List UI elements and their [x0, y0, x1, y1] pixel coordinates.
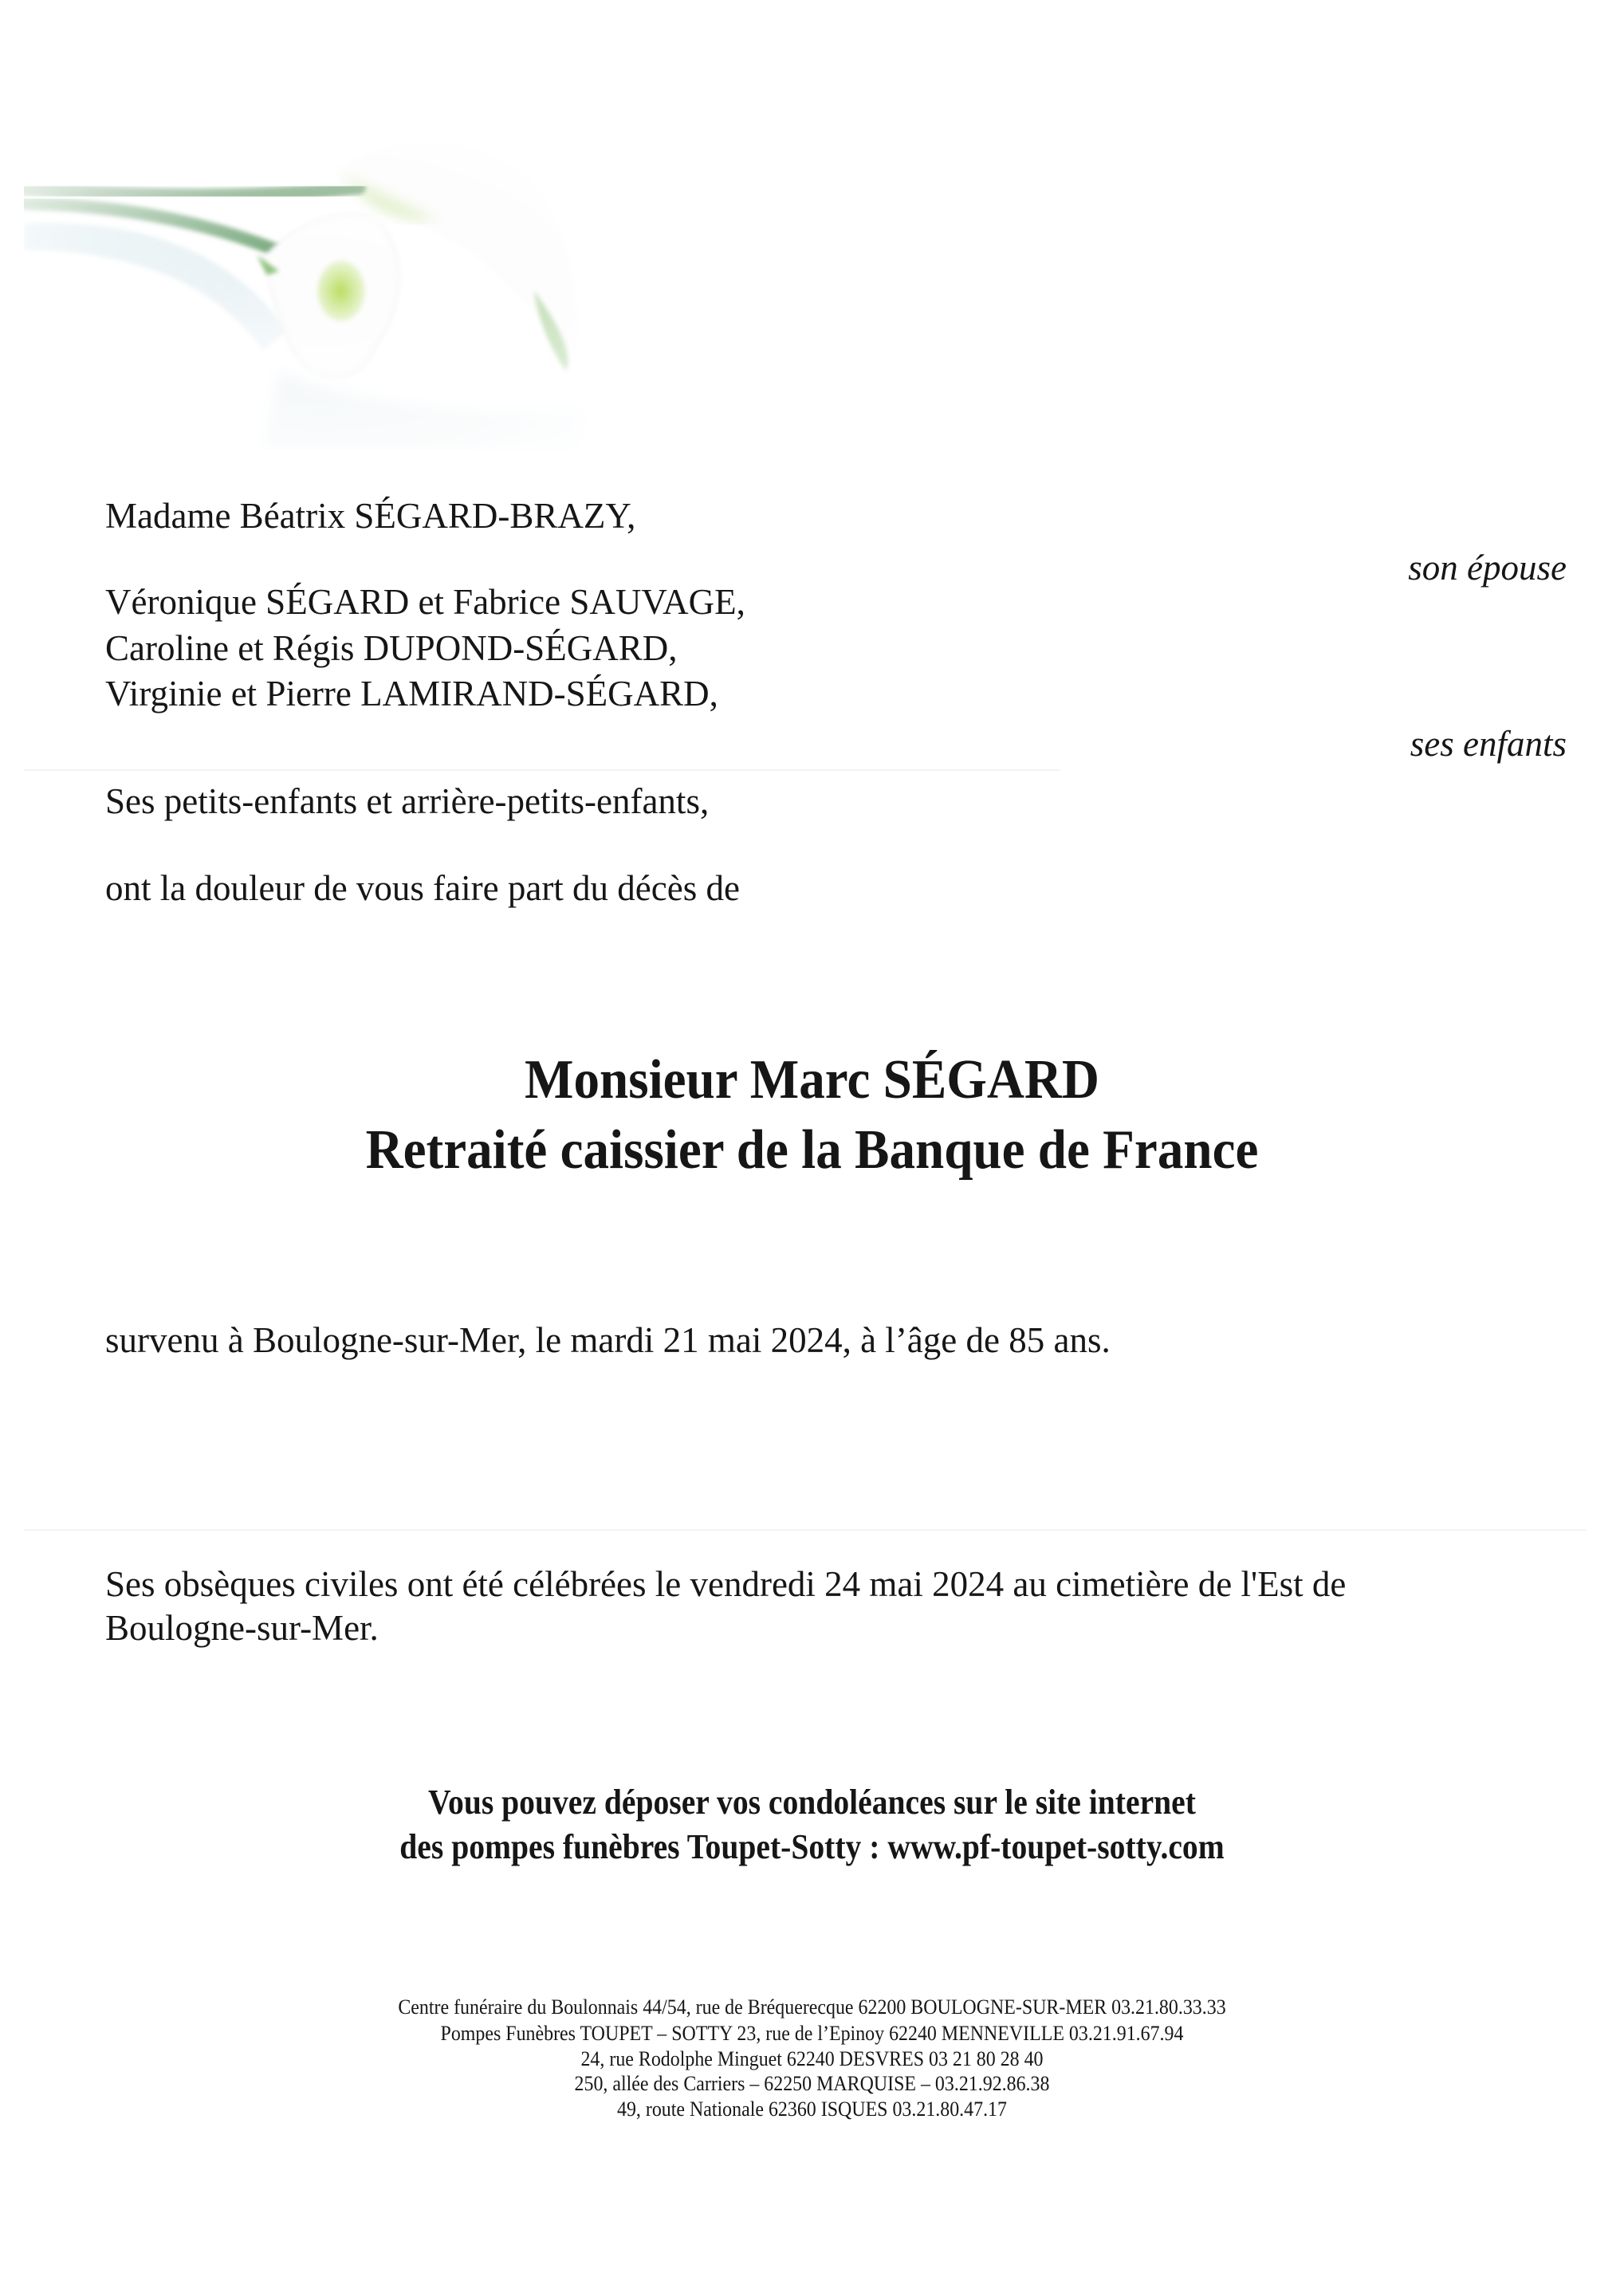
scan-line [24, 1529, 1587, 1531]
child-line-1: Véronique SÉGARD et Fabrice SAUVAGE, [105, 582, 745, 622]
footer-address-1: Centre funéraire du Boulonnais 44/54, rue de Bréquerecque 62200 BOULOGNE-SUR-MER 03.21.80.33.33 [398, 1995, 1226, 2019]
spouse-name: Madame Béatrix SÉGARD-BRAZY, [105, 496, 636, 536]
condolences-prefix: des pompes funèbres Toupet-Sotty : [399, 1827, 888, 1866]
calla-lily-flowers-icon [24, 132, 618, 450]
footer-address-5: 49, route Nationale 62360 ISQUES 03.21.80.47.17 [616, 2097, 1007, 2121]
footer-address-3: 24, rue Rodolphe Minguet 62240 DESVRES 03 21 80 28 40 [580, 2047, 1044, 2070]
footer-address-2: Pompes Funèbres TOUPET – SOTTY 23, rue de l’Epinoy 62240 MENNEVILLE 03.21.91.67.94 [440, 2022, 1184, 2045]
condolences-line-2 [81, 1826, 1543, 1867]
funeral-line-2: Boulogne-sur-Mer. [105, 1608, 379, 1648]
scan-line [24, 769, 1060, 771]
announcement-text: ont la douleur de vous faire part du décès de [105, 868, 740, 908]
spouse-role: son épouse [1408, 548, 1567, 588]
funeral-line-1: Ses obsèques civiles ont été célébrées le vendredi 24 mai 2024 au cimetière de l'Est de [105, 1564, 1347, 1604]
deceased-name: Monsieur Marc SÉGARD [525, 1049, 1099, 1111]
condolences-line-1: Vous pouvez déposer vos condoléances sur le site internet [428, 1783, 1196, 1822]
footer-address-4: 250, allée des Carriers – 62250 MARQUISE – 03.21.92.86.38 [574, 2072, 1050, 2095]
grandchildren-line: Ses petits-enfants et arrière-petits-enfants, [105, 781, 710, 821]
children-role: ses enfants [1410, 724, 1567, 764]
deceased-title: Retraité caissier de la Banque de France [365, 1119, 1259, 1181]
death-details: survenu à Boulogne-sur-Mer, le mardi 21 mai 2024, à l’âge de 85 ans. [105, 1320, 1111, 1360]
website-link[interactable]: www.pf-toupet-sotty.com [887, 1827, 1225, 1866]
child-line-2: Caroline et Régis DUPOND-SÉGARD, [105, 628, 678, 668]
child-line-3: Virginie et Pierre LAMIRAND-SÉGARD, [105, 674, 718, 714]
